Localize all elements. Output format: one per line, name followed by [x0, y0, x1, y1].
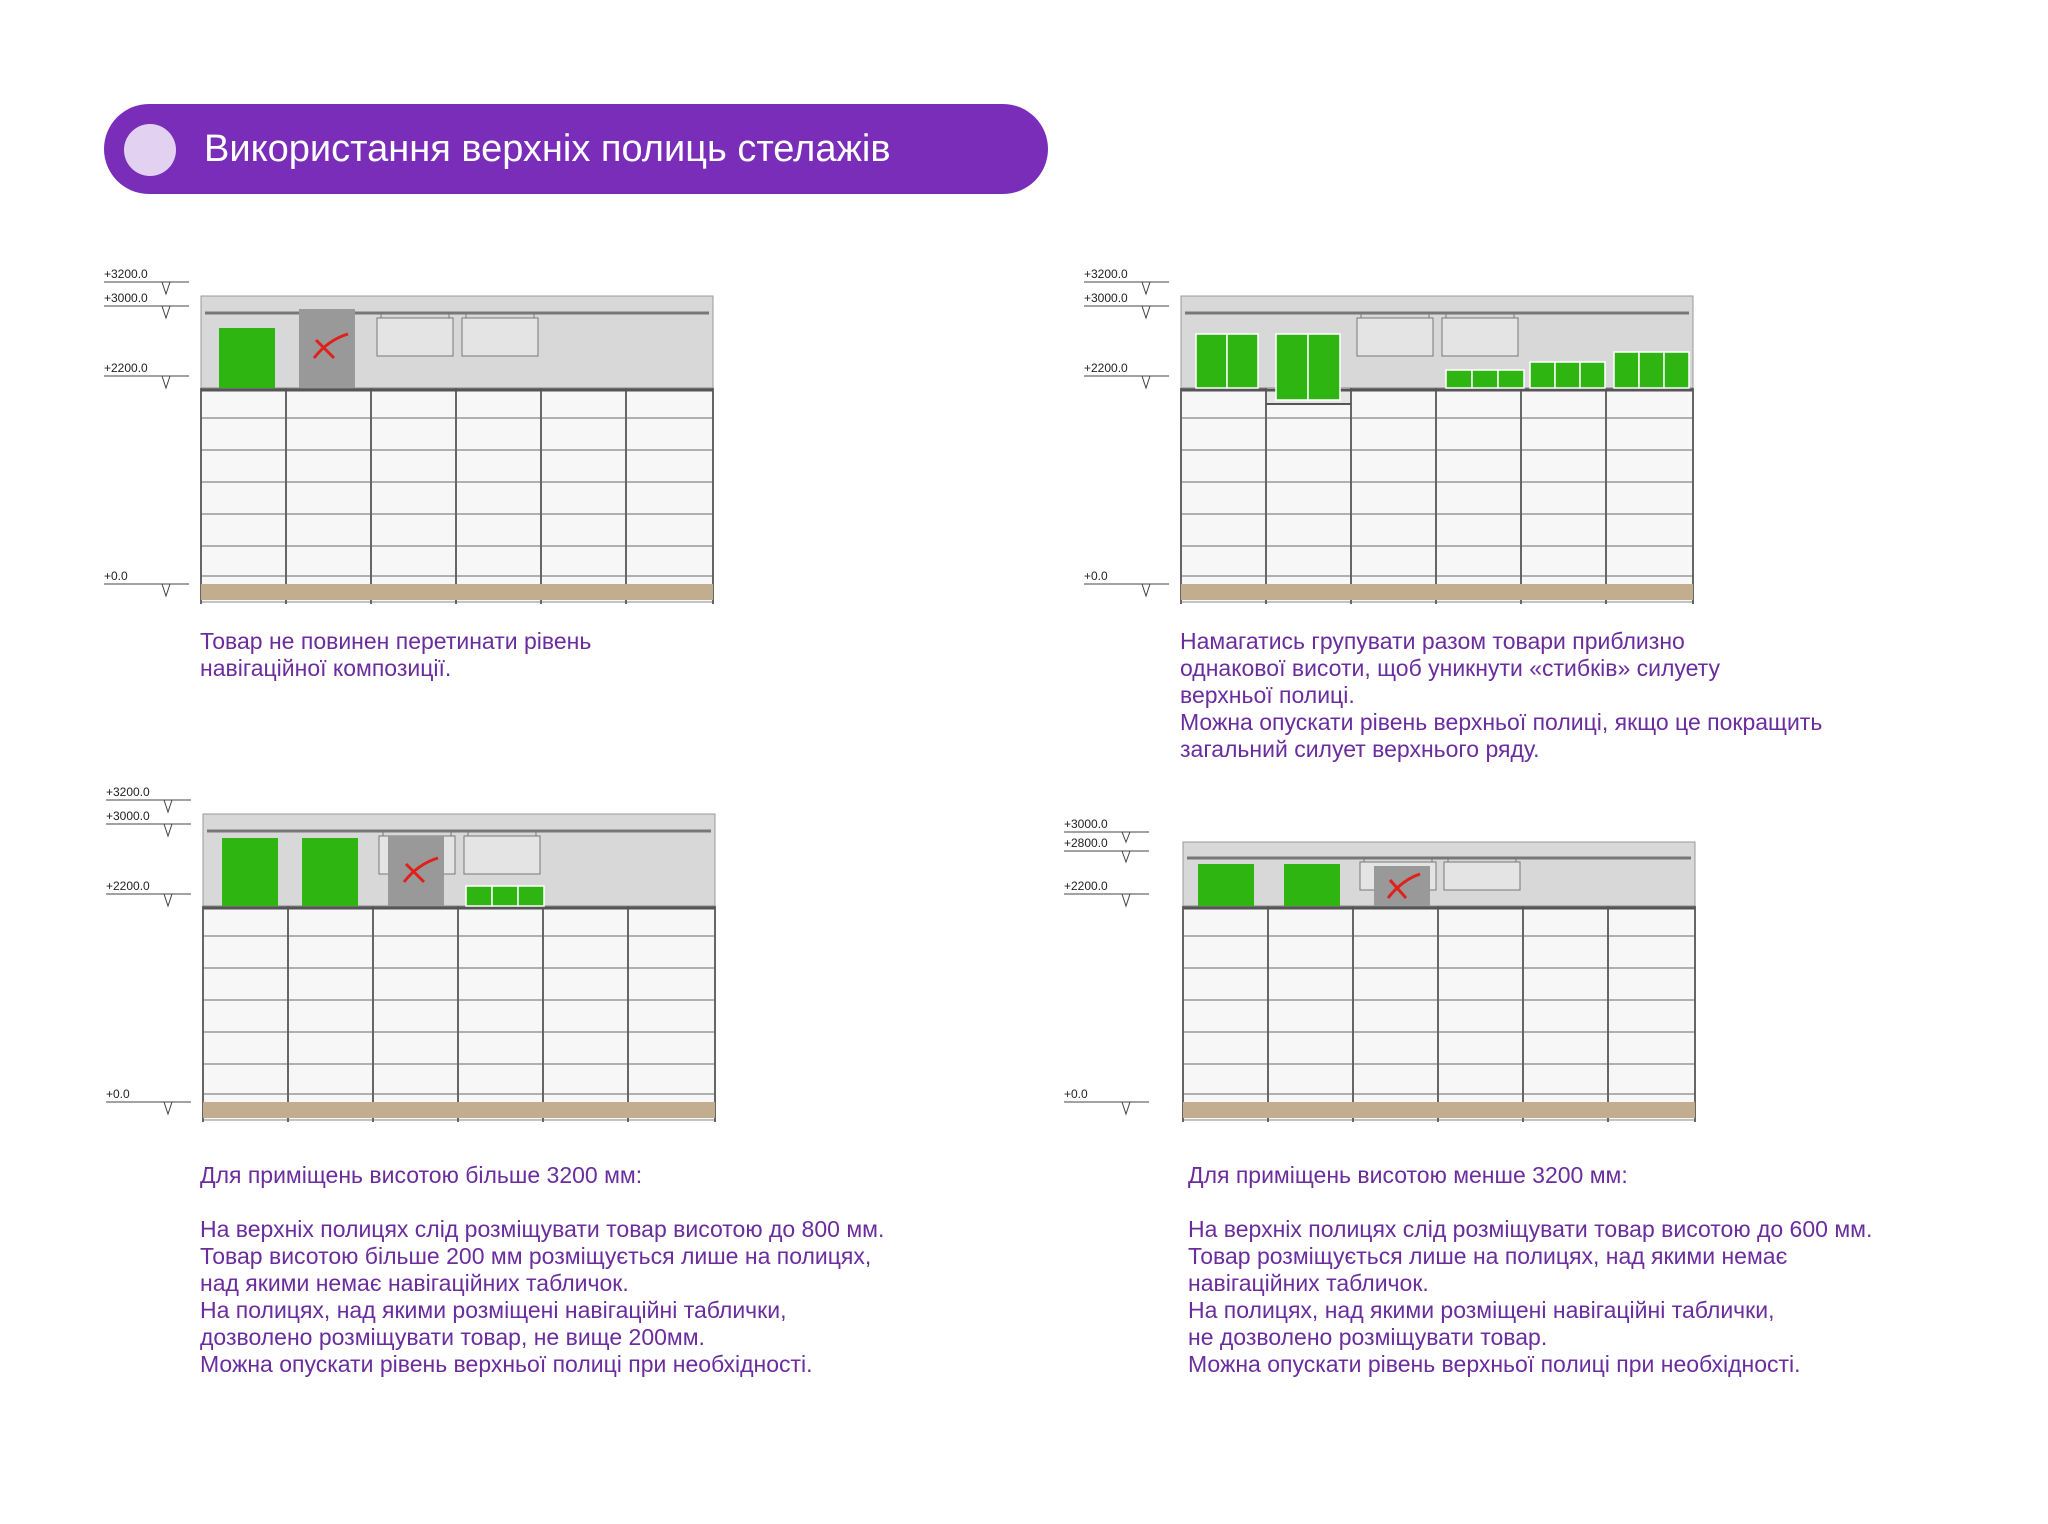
- level-label: +2200.0: [106, 879, 150, 893]
- level-label: +0.0: [106, 1087, 130, 1101]
- caption-line: Для приміщень висотою менше 3200 мм:: [1188, 1162, 1628, 1188]
- level-label: +3000.0: [1084, 291, 1128, 305]
- caption-line: Товар висотою більше 200 мм розміщується лише на полицях,: [200, 1243, 872, 1269]
- product-too-tall: [299, 309, 355, 388]
- products: [1198, 864, 1430, 906]
- level-markers: [106, 785, 191, 1114]
- shelving-unit: [1183, 906, 1695, 1122]
- shelf-elevation-3: [104, 784, 1004, 1144]
- level-label: +3200.0: [1084, 267, 1128, 281]
- wall-zone: [201, 296, 713, 390]
- bullet-circle-icon: [124, 124, 176, 176]
- panel-4: [1064, 784, 1964, 1524]
- shelving-unit: [201, 388, 713, 604]
- level-label: +3200.0: [104, 267, 148, 281]
- caption-line: верхньої полиці.: [1180, 682, 1355, 708]
- caption-line: дозволено розміщувати товар, не вище 200мм.: [200, 1324, 705, 1350]
- shelf-elevation-2: [1084, 266, 1984, 626]
- plinth: [201, 584, 713, 600]
- caption-line: загальний силует верхнього ряду.: [1180, 736, 1540, 762]
- level-label: +0.0: [1084, 569, 1108, 583]
- panel-caption: [200, 628, 1020, 682]
- level-label: +2200.0: [104, 361, 148, 375]
- product-ok: [219, 328, 275, 388]
- caption-line: Товар розміщується лише на полицях, над якими немає: [1188, 1243, 1788, 1269]
- panel-3: [104, 784, 1004, 1524]
- caption-line: Можна опускати рівень верхньої полиці при необхідності.: [200, 1351, 813, 1377]
- caption-line: [200, 1189, 1020, 1216]
- level-label: +2800.0: [1064, 836, 1108, 850]
- page-title: Використання верхніх полиць стелажів: [204, 128, 891, 170]
- caption-line: Намагатись групувати разом товари приблизно: [1180, 628, 1685, 654]
- caption-line: На полицях, над якими розміщені навігаційні таблички,: [1188, 1297, 1775, 1323]
- level-markers: [1064, 817, 1149, 1114]
- caption-line: [1188, 1189, 2008, 1216]
- caption-line: Можна опускати рівень верхньої полиці, якщо це покращить: [1180, 709, 1823, 735]
- panel-caption: [200, 1162, 1020, 1378]
- caption-line: Товар не повинен перетинати рівень: [200, 628, 592, 654]
- nav-sign: [377, 318, 453, 356]
- level-markers: [104, 267, 189, 596]
- shelf-elevation-4: [1064, 784, 1964, 1144]
- caption-line: На верхніх полицях слід розміщувати товар висотою до 800 мм.: [200, 1216, 885, 1242]
- caption-line: над якими немає навігаційних табличок.: [200, 1270, 629, 1296]
- panel-caption: [1180, 628, 2000, 763]
- caption-line: Для приміщень висотою більше 3200 мм:: [200, 1162, 643, 1188]
- level-label: +3000.0: [104, 291, 148, 305]
- level-label: +3000.0: [1064, 817, 1108, 831]
- title-banner: [104, 104, 1048, 194]
- level-label: +0.0: [104, 569, 128, 583]
- caption-line: навігаційних табличок.: [1188, 1270, 1429, 1296]
- shelving-unit: [1181, 388, 1693, 604]
- caption-line: однакової висоти, щоб уникнути «стибків» силуету: [1180, 655, 1720, 681]
- caption-line: навігаційної композиції.: [200, 655, 452, 681]
- shelving-unit: [203, 906, 715, 1122]
- shelf-elevation-1: [104, 266, 1004, 626]
- nav-sign: [462, 318, 538, 356]
- panel-caption: [1188, 1162, 2008, 1378]
- caption-line: На верхніх полицях слід розміщувати товар висотою до 600 мм.: [1188, 1216, 1873, 1242]
- level-label: +0.0: [1064, 1087, 1088, 1101]
- caption-line: На полицях, над якими розміщені навігаційні таблички,: [200, 1297, 787, 1323]
- level-label: +2200.0: [1084, 361, 1128, 375]
- level-label: +2200.0: [1064, 879, 1108, 893]
- caption-line: не дозволено розміщувати товар.: [1188, 1324, 1548, 1350]
- level-label: +3000.0: [106, 809, 150, 823]
- level-markers: [1084, 267, 1169, 596]
- level-label: +3200.0: [106, 785, 150, 799]
- caption-line: Можна опускати рівень верхньої полиці при необхідності.: [1188, 1351, 1801, 1377]
